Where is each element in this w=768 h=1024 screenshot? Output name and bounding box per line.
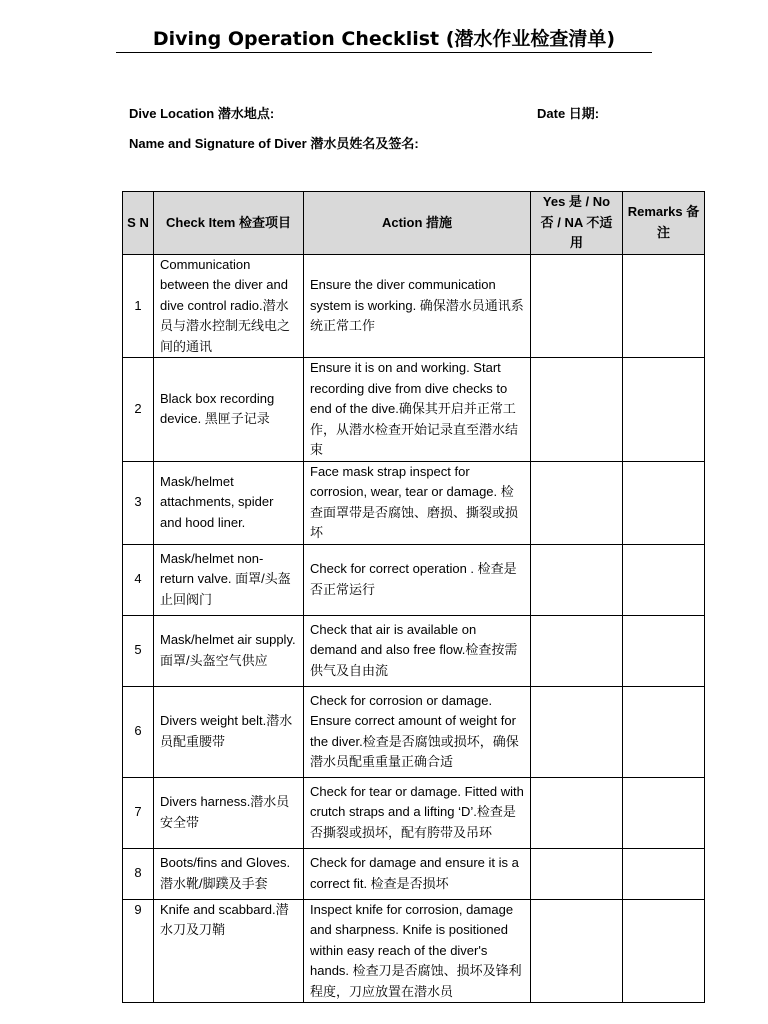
document-title: Diving Operation Checklist (潜水作业检查清单) [116,24,652,53]
header-remarks: Remarks 备注 [623,192,705,255]
row-sn: 4 [123,544,154,615]
row-remarks-cell[interactable] [623,615,705,686]
date-label: Date 日期: [537,106,600,121]
row-yes-no-na-cell[interactable] [531,686,623,777]
row-check-item: Black box recording device. 黑匣子记录 [154,358,304,462]
row-action: Check for corrosion or damage. Ensure correct amount of weight for the diver.检查是否腐蚀或损坏，确保潜水员配重重量正确合适 [304,686,531,777]
row-check-item: Mask/helmet attachments, spider and hood liner. [154,461,304,544]
row-remarks-cell[interactable] [623,686,705,777]
row-sn: 5 [123,615,154,686]
table-row [123,686,705,777]
table-row [123,848,705,899]
table-row [123,899,705,1003]
row-action: Inspect knife for corrosion, damage and sharpness. Knife is positioned within easy reach of the diver's hands. 检查刀是否腐蚀、损坏及锋利程度，刀应放置在潜水员 [304,899,531,1003]
row-remarks-cell[interactable] [623,899,705,1003]
table-row [123,461,705,544]
row-check-item: Divers weight belt.潜水员配重腰带 [154,686,304,777]
row-remarks-cell[interactable] [623,254,705,358]
table-row [123,544,705,615]
row-action: Check for tear or damage. Fitted with crutch straps and a lifting ‘D’.检查是否撕裂或损坏，配有胯带及吊环 [304,777,531,848]
row-sn: 6 [123,686,154,777]
row-check-item: Divers harness.潜水员安全带 [154,777,304,848]
row-action: Face mask strap inspect for corrosion, wear, tear or damage. 检查面罩带是否腐蚀、磨损、撕裂或损坏 [304,461,531,544]
row-sn: 7 [123,777,154,848]
table-row [123,615,705,686]
checklist-table [122,191,705,1003]
row-yes-no-na-cell[interactable] [531,461,623,544]
row-remarks-cell[interactable] [623,848,705,899]
diver-name-signature-label: Name and Signature of Diver 潜水员姓名及签名: [129,136,419,151]
header-yes-no-na: Yes 是 / No 否 / NA 不适用 [531,192,623,255]
row-check-item: Mask/helmet non-return valve. 面罩/头盔止回阀门 [154,544,304,615]
row-remarks-cell[interactable] [623,358,705,462]
row-yes-no-na-cell[interactable] [531,615,623,686]
row-action: Check for correct operation . 检查是否正常运行 [304,544,531,615]
row-yes-no-na-cell[interactable] [531,777,623,848]
row-action: Check that air is available on demand and also free flow.检查按需供气及自由流 [304,615,531,686]
row-yes-no-na-cell[interactable] [531,899,623,1003]
row-check-item: Boots/fins and Gloves. 潜水靴/脚蹼及手套 [154,848,304,899]
row-sn: 3 [123,461,154,544]
header-check-item: Check Item 检查项目 [154,192,304,255]
row-yes-no-na-cell[interactable] [531,544,623,615]
row-sn: 1 [123,254,154,358]
row-yes-no-na-cell[interactable] [531,358,623,462]
row-sn: 8 [123,848,154,899]
header-sn: S N [123,192,154,255]
row-action: Ensure the diver communication system is working. 确保潜水员通讯系统正常工作 [304,254,531,358]
dive-location-label: Dive Location 潜水地点: [129,106,275,121]
row-action: Check for damage and ensure it is a correct fit. 检查是否损坏 [304,848,531,899]
row-remarks-cell[interactable] [623,461,705,544]
row-remarks-cell[interactable] [623,777,705,848]
row-remarks-cell[interactable] [623,544,705,615]
row-check-item: Communication between the diver and dive control radio.潜水员与潜水控制无线电之间的通讯 [154,254,304,358]
row-sn: 9 [123,899,154,1003]
table-header-row [123,192,705,255]
header-action: Action 措施 [304,192,531,255]
table-row [123,358,705,462]
row-sn: 2 [123,358,154,462]
table-row [123,254,705,358]
row-action: Ensure it is on and working. Start recording dive from dive checks to end of the dive.确保其开启并正常工作，从潜水检查开始记录直至潜水结束 [304,358,531,462]
row-yes-no-na-cell[interactable] [531,254,623,358]
row-yes-no-na-cell[interactable] [531,848,623,899]
row-check-item: Knife and scabbard.潜水刀及刀鞘 [154,899,304,1003]
row-check-item: Mask/helmet air supply. 面罩/头盔空气供应 [154,615,304,686]
table-row [123,777,705,848]
